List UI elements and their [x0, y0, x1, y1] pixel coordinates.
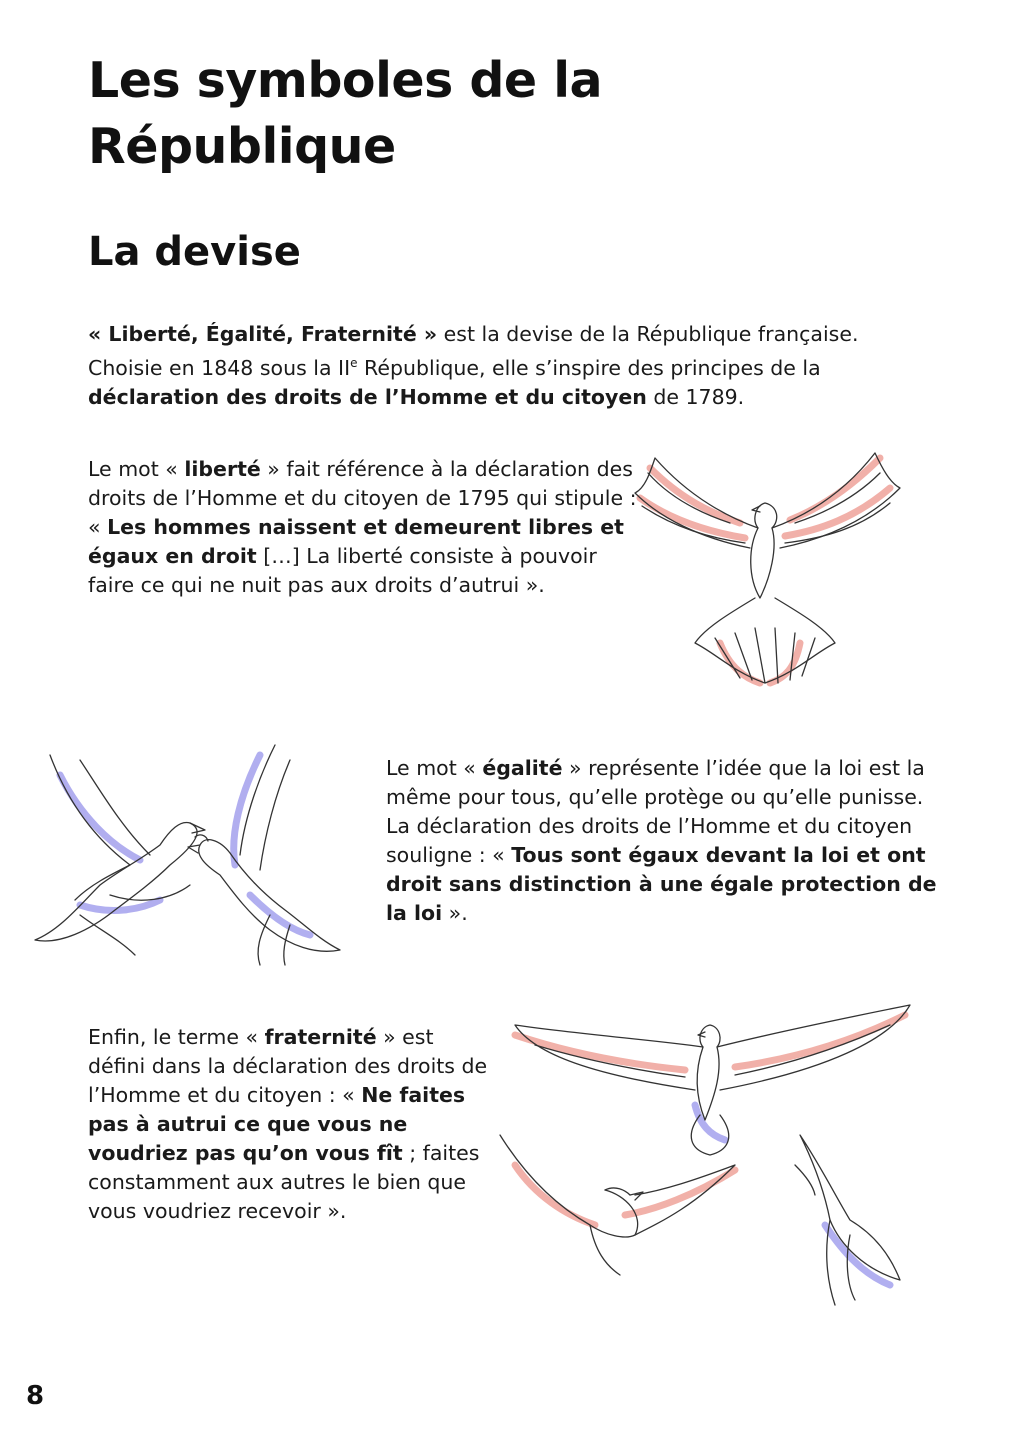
egalite-text-c: ».	[442, 901, 468, 925]
liberte-paragraph	[88, 455, 648, 600]
fraternite-text-c: ; faites constamment aux autres le bien que vous voudriez recevoir ».	[88, 1141, 480, 1223]
declaration-text: déclaration des droits de l’Homme et du citoyen	[88, 384, 647, 409]
three-doves-icon	[495, 995, 925, 1315]
motto-text: « Liberté, Égalité, Fraternité »	[88, 322, 438, 346]
egalite-text-b: » représente l’idée que la loi est la même pour tous, qu’elle protège ou qu’elle punisse. La déclaration des droits de l’Homme et du citoyen souligne : «	[386, 756, 925, 867]
fraternite-word: fraternité	[264, 1025, 377, 1049]
intro-sup: e	[350, 356, 358, 370]
fraternite-paragraph	[88, 1023, 488, 1226]
page-number: 8	[26, 1381, 45, 1411]
intro-text-b: République, elle s’inspire des principes de la	[357, 355, 821, 380]
liberte-text-b: » fait référence à la déclaration des droits de l’Homme et du citoyen de 1795 qui stipule : «	[88, 457, 637, 539]
intro-text-a: est la devise de la République française. Choisie en 1848 sous la II	[88, 322, 859, 380]
section-title: La devise	[88, 229, 301, 275]
liberte-word: liberté	[184, 457, 261, 481]
liberte-text-a: Le mot «	[88, 457, 185, 481]
liberte-quote: Les hommes naissent et demeurent libres et égaux en droit	[88, 515, 624, 568]
egalite-quote: Tous sont égaux devant la loi et ont droit sans distinction à une égale protection de la loi	[386, 843, 937, 925]
fraternite-quote: Ne faites pas à autrui ce que vous ne voudriez pas qu’on vous fît	[88, 1083, 466, 1165]
two-doves-icon	[20, 735, 360, 975]
egalite-paragraph	[386, 754, 946, 928]
liberte-text-c: […] La liberté consiste à pouvoir faire ce qui ne nuit pas aux droits d’autrui ».	[88, 544, 597, 597]
page-title: Les symboles de la République	[88, 52, 603, 175]
intro-text-c: de 1789.	[646, 384, 745, 409]
fraternite-text-a: Enfin, le terme «	[88, 1025, 265, 1049]
dove-icon	[620, 428, 910, 693]
egalite-word: égalité	[482, 756, 563, 780]
egalite-text-a: Le mot «	[386, 756, 483, 780]
fraternite-text-b: » est défini dans la déclaration des droits de l’Homme et du citoyen : «	[88, 1025, 488, 1107]
intro-paragraph	[88, 320, 938, 412]
